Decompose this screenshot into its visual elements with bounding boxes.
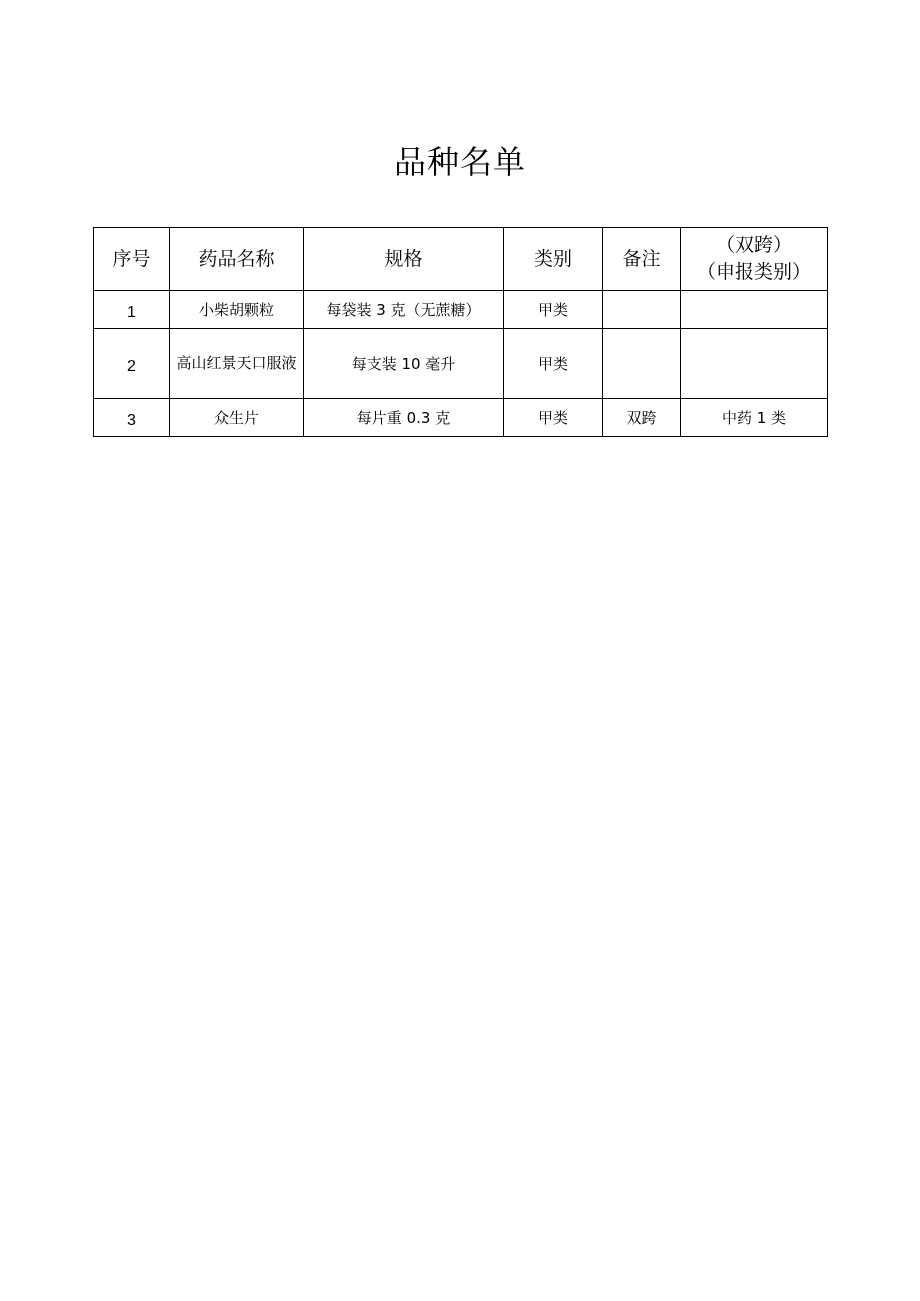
page-title: 品种名单 [393, 143, 526, 181]
cell-drug-name: 高山红景天口服液 [170, 329, 304, 399]
cell-remark [603, 291, 681, 329]
header-dual-line1: （双跨） [715, 234, 792, 256]
table-row [94, 399, 828, 437]
cell-seq: 2 [94, 329, 170, 399]
cell-dual-category [681, 329, 828, 399]
cell-seq: 1 [94, 291, 170, 329]
cell-category: 甲类 [504, 329, 603, 399]
header-seq: 序号 [94, 228, 170, 291]
drug-list-table [93, 227, 828, 437]
cell-drug-name: 小柴胡颗粒 [170, 291, 304, 329]
cell-remark [603, 329, 681, 399]
header-remark: 备注 [603, 228, 681, 291]
table-header-row [94, 228, 828, 291]
cell-spec: 每袋装 3 克（无蔗糖） [304, 291, 504, 329]
cell-remark: 双跨 [603, 399, 681, 437]
cell-spec: 每片重 0.3 克 [304, 399, 504, 437]
header-drug-name: 药品名称 [170, 228, 304, 291]
table-row [94, 329, 828, 399]
cell-seq: 3 [94, 399, 170, 437]
table-row [94, 291, 828, 329]
header-dual-category [681, 228, 828, 291]
cell-drug-name: 众生片 [170, 399, 304, 437]
cell-dual-category [681, 291, 828, 329]
cell-dual-category: 中药 1 类 [681, 399, 828, 437]
cell-spec: 每支装 10 毫升 [304, 329, 504, 399]
cell-category: 甲类 [504, 399, 603, 437]
header-category: 类别 [504, 228, 603, 291]
header-spec: 规格 [304, 228, 504, 291]
header-dual-line2: （申报类别） [696, 261, 811, 283]
cell-category: 甲类 [504, 291, 603, 329]
